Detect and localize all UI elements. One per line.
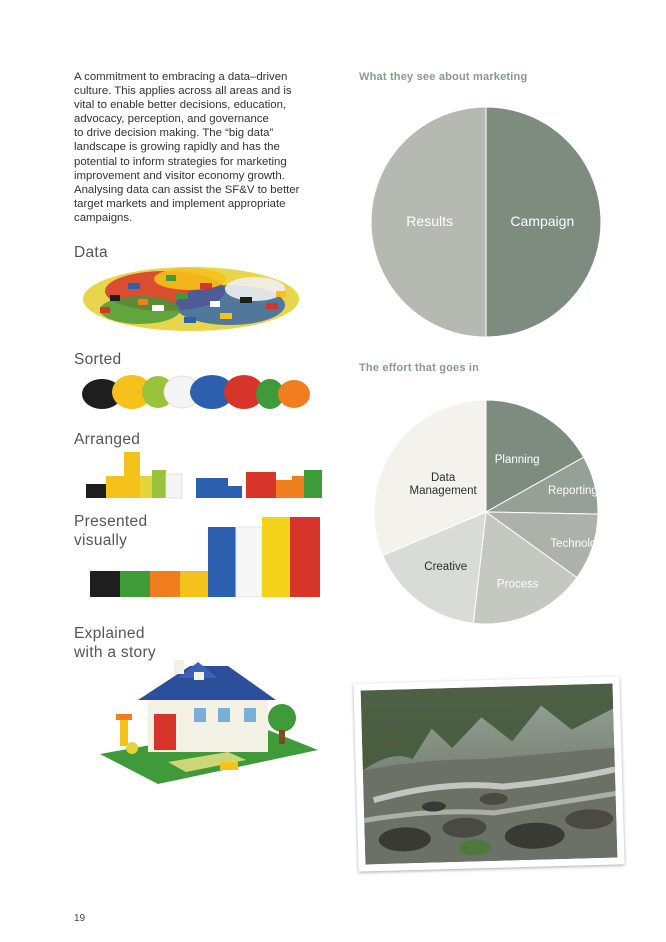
chart-title-marketing: What they see about marketing (359, 71, 528, 83)
lego-bar-chart-illustration (90, 515, 322, 597)
lego-house-illustration (98, 656, 320, 788)
chart-title-effort: The effort that goes in (359, 362, 480, 374)
step-title-line: visually (74, 532, 128, 549)
pie-label-process: Process (496, 578, 539, 591)
step-title-arranged (74, 430, 140, 449)
step-title-line: with a story (74, 644, 156, 661)
step-title-sorted (74, 350, 121, 369)
step-title-line: Data (74, 244, 108, 261)
scattered-lego-pile-illustration (80, 255, 302, 335)
pie-label-data-management: Data (430, 471, 456, 484)
intro-line: potential to inform strategies for marketing (74, 155, 287, 168)
step-title-line: Presented (74, 513, 148, 530)
intro-line: Analysing data can assist the SF&V to better (74, 183, 300, 196)
pie-label-reporting: Reporting (547, 485, 598, 498)
intro-line: campaigns. (74, 211, 133, 224)
marketing-pie-chart (371, 107, 601, 337)
pie-label-technology: Technology (550, 538, 609, 551)
step-title-line: Sorted (74, 351, 122, 368)
page-number: 19 (74, 913, 86, 924)
intro-line: to drive decision making. The “big data” (74, 127, 274, 140)
pie-label-creative: Creative (424, 560, 468, 573)
pie-label-campaign: Campaign (510, 213, 575, 229)
intro-line: target markets and implement appropriate (74, 197, 286, 210)
intro-line: improvement and visitor economy growth. (74, 169, 285, 182)
intro-line: landscape is growing rapidly and has the (74, 141, 280, 154)
intro-line: vital to enable better decisions, education, (74, 99, 287, 112)
pie-label-data-management: Management (409, 484, 477, 497)
step-title-line: Arranged (74, 431, 141, 448)
pie-label-results: Results (406, 213, 453, 229)
intro-paragraph (74, 70, 336, 225)
pie-label-planning: Planning (494, 453, 540, 466)
river-rapids-photo (353, 676, 624, 871)
river-rapids-image (361, 684, 618, 865)
lego-arranged-stacks-illustration (86, 450, 326, 500)
step-title-line: Explained (74, 625, 145, 642)
intro-line: advocacy, perception, and governance (74, 113, 269, 126)
intro-line: culture. This applies across all areas and is (74, 85, 292, 98)
lego-sorted-by-colour-illustration (82, 370, 310, 414)
intro-line: A commitment to embracing a data–driven (74, 71, 288, 83)
effort-pie-chart (374, 400, 609, 624)
